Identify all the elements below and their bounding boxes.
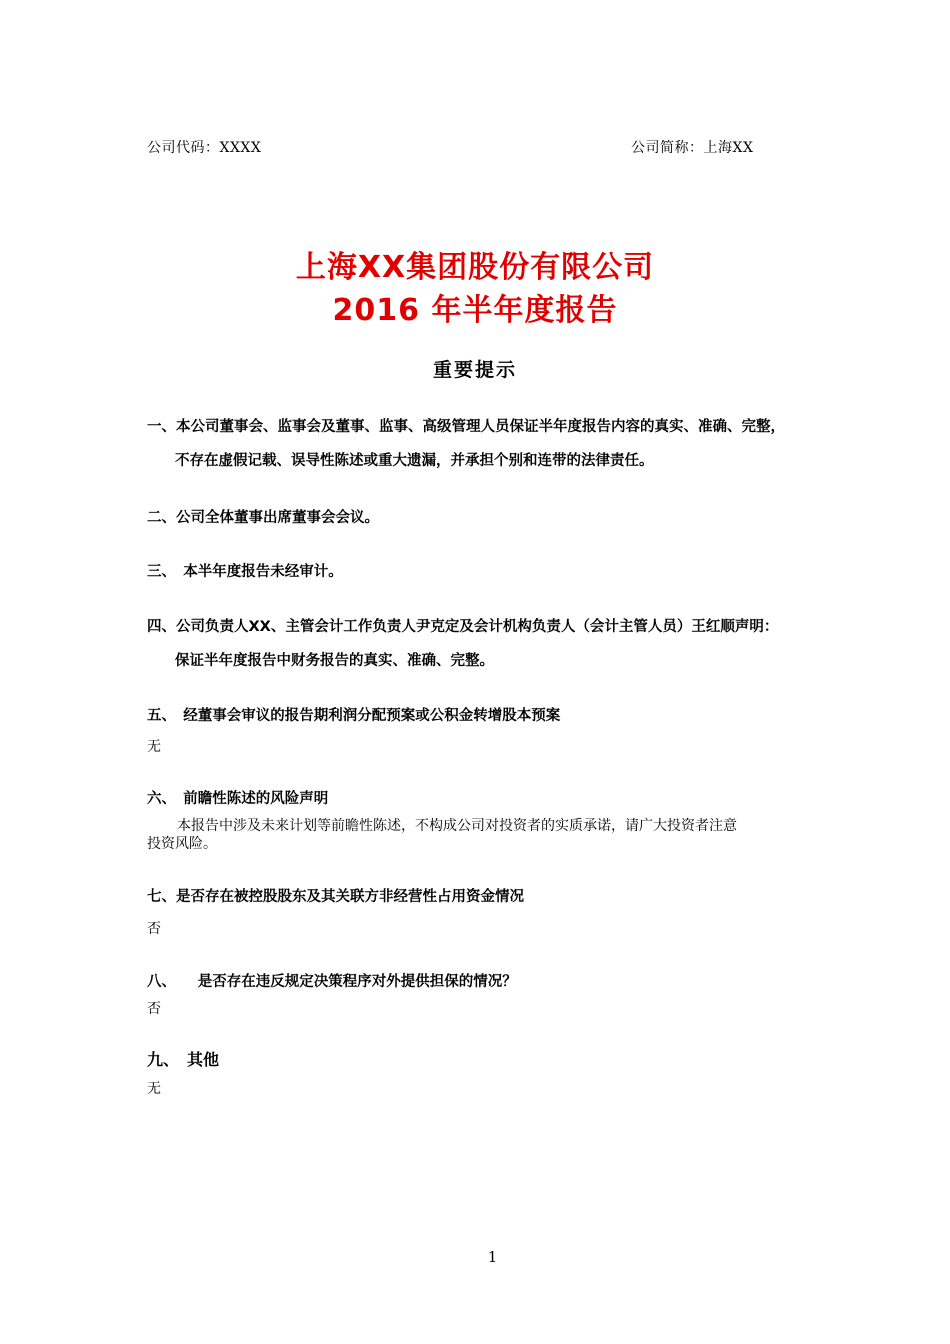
- notice-7-body: 否: [147, 921, 161, 937]
- notice-8-heading: 八、 是否存在违反规定决策程序对外提供担保的情况？: [147, 974, 517, 990]
- company-code: 公司代码：XXXX: [147, 140, 262, 156]
- notice-2: 二、公司全体董事出席董事会会议。: [147, 510, 379, 526]
- report-title-company: 上海XX集团股份有限公司: [295, 250, 655, 285]
- report-title-period: 2016 年半年度报告: [332, 293, 618, 328]
- notice-1-line-2: 不存在虚假记载、误导性陈述或重大遗漏，并承担个别和连带的法律责任。: [175, 453, 654, 469]
- notice-6-body-line-2: 投资风险。: [147, 836, 217, 852]
- notice-6-heading: 六、 前瞻性陈述的风险声明: [147, 791, 329, 807]
- notice-9-heading: 九、 其他: [147, 1050, 220, 1069]
- page-number: 1: [487, 1248, 498, 1266]
- notice-8-body: 否: [147, 1001, 161, 1017]
- notice-4-line-2: 保证半年度报告中财务报告的真实、准确、完整。: [175, 653, 494, 669]
- notice-1-line-1: 一、本公司董事会、监事会及董事、监事、高级管理人员保证半年度报告内容的真实、准确、完整，: [147, 419, 785, 435]
- notice-6-body-line-1: 本报告中涉及未来计划等前瞻性陈述，不构成公司对投资者的实质承诺，请广大投资者注意: [177, 818, 737, 834]
- notice-7-heading: 七、是否存在被控股股东及其关联方非经营性占用资金情况: [147, 889, 524, 905]
- notice-3: 三、 本半年度报告未经审计。: [147, 564, 343, 580]
- notice-5-body: 无: [147, 739, 161, 755]
- section-title-important-notice: 重要提示: [432, 359, 517, 381]
- notice-5-heading: 五、 经董事会审议的报告期利润分配预案或公积金转增股本预案: [147, 708, 561, 724]
- notice-9-body: 无: [147, 1081, 161, 1097]
- notice-4-line-1: 四、公司负责人XX、主管会计工作负责人尹克定及会计机构负责人（会计主管人员）王红顺声明：: [147, 619, 779, 635]
- company-abbreviation: 公司简称：上海XX: [631, 140, 754, 156]
